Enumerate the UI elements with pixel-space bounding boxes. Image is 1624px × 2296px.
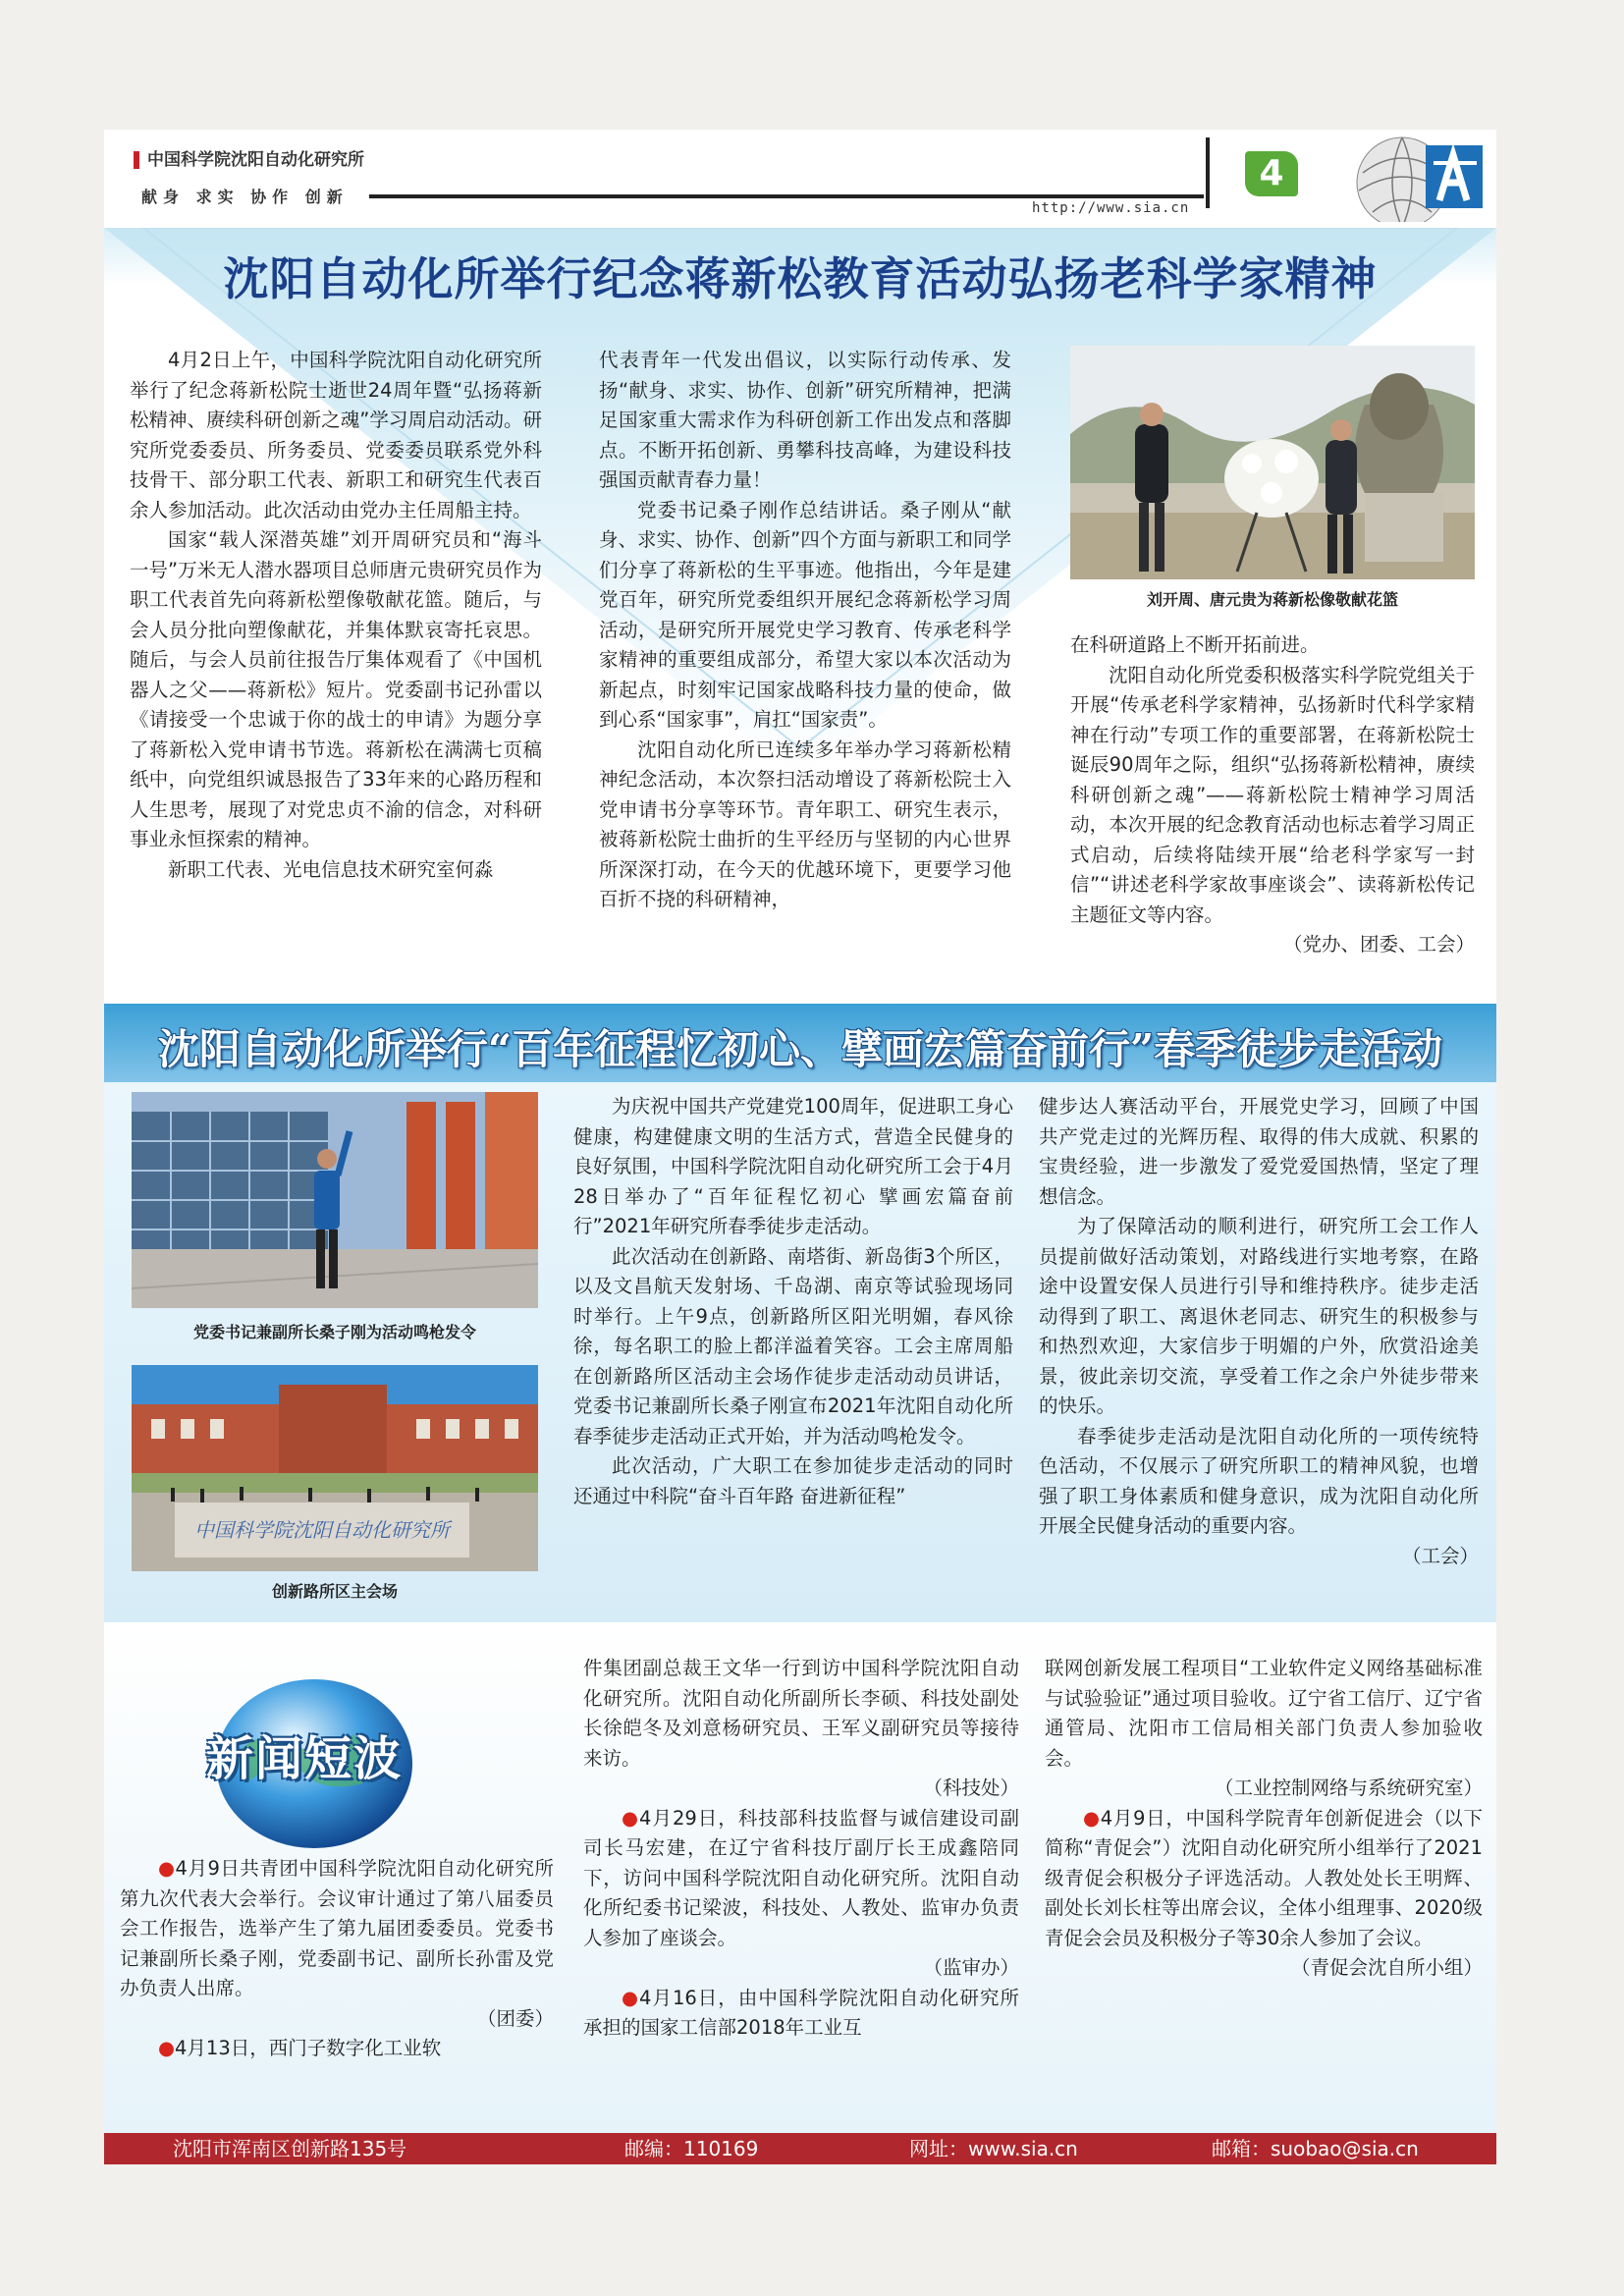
paragraph: 沈阳自动化所已连续多年举办学习蒋新松精神纪念活动，本次祭扫活动增设了蒋新松院士入党申请书分享等环节。青年职工、研究生表示，被蒋新松院士曲折的生平经历与坚韧的内心世界所深深打动，在今天的优越环境下，更要学习他百折不挠的科研精神，: [599, 738, 1011, 910]
article2-column-2: [1039, 1092, 1479, 1571]
paragraph: 沈阳自动化所党委积极落实科学院党组关于开展“传承老科学家精神，弘扬新时代科学家精神在行动”专项工作的重要部署，在蒋新松院士诞辰90周年之际，组织“弘扬蒋新松精神，赓续科研创新之魂”——蒋新松院士精神学习周活动，本次开展的纪念教育活动也标志着学习周正式启动，后续将陆续开展“给老科学家写一封信”“讲述老科学家故事座谈会”、读蒋新松传记主题征文等内容。: [1070, 663, 1475, 926]
paragraph: 此次活动，广大职工在参加徒步走活动的同时还通过中科院“奋斗百年路 奋进新征程”: [573, 1454, 1013, 1507]
header-rule: [369, 194, 1204, 198]
bullet-icon: ●: [622, 1806, 640, 1830]
news-column-1: [120, 1854, 554, 2064]
news-text: 4月9日共青团中国科学院沈阳自动化研究所第九次代表大会举行。会议审计通过了第八届委员会工作报告，选举产生了第九届团委委员。党委书记兼副所长桑子刚，党委副书记、副所长孙雷及党办负责人出席。: [120, 1857, 554, 1999]
article2-title: 沈阳自动化所举行“百年征程忆初心、擘画宏篇奋前行”春季徒步走活动: [157, 1025, 1443, 1073]
bullet-icon: ●: [1083, 1806, 1101, 1830]
paragraph: 此次活动在创新路、南塔街、新岛街3个所区，以及文昌航天发射场、千岛湖、南京等试验现场同时举行。上午9点，创新路所区阳光明媚，春风徐徐，每名职工的脸上都洋溢着笑容。工会主席周船在创新路所区活动主会场作徒步走活动动员讲话，党委书记兼副所长桑子刚宣布2021年沈阳自动化所春季徒步走活动正式开始，并为活动鸣枪发令。: [573, 1244, 1013, 1448]
starting-gun-image: [132, 1092, 538, 1308]
article1-column-3: [1070, 630, 1475, 960]
paragraph: 春季徒步走活动是沈阳自动化所的一项传统特色活动，不仅展示了研究所职工的精神风貌，也增强了职工身体素质和健身意识，成为沈阳自动化所开展全民健身活动的重要内容。: [1039, 1424, 1479, 1537]
paragraph: 国家“载人深潜英雄”刘开周研究员和“海斗一号”万米无人潜水器项目总师唐元贵研究员作为职工代表首先向蒋新松塑像敬献花篮。随后，与会人员分批向塑像献花，并集体默哀寄托哀思。随后，与会人员前往报告厅集体观看了《中国机器人之父——蒋新松》短片。党委副书记孙雷以《请接受一个忠诚于你的战士的申请》为题分享了蒋新松入党申请书节选。蒋新松在满满七页稿纸中，向党组织诚恳报告了33年来的心路历程和人生思考，展现了对党忠贞不渝的信念，对科研事业永恒探索的精神。: [130, 528, 542, 850]
paragraph: 在科研道路上不断开拓前进。: [1070, 633, 1320, 656]
article1-column-1: [130, 346, 542, 885]
flower-basket-caption: 刘开周、唐元贵为蒋新松像敬献花篮: [1146, 590, 1398, 609]
news-text: 4月13日，西门子数字化工业软: [175, 2037, 442, 2059]
paragraph: 为了保障活动的顺利进行，研究所工会工作人员提前做好活动策划，对路线进行实地考察，在路途中设置安保人员进行引导和维持秩序。徒步走活动得到了职工、离退休老同志、研究生的积极参与和热烈欢迎，大家信步于明媚的户外，欣赏沿途美景，彼此亲切交流，享受着工作之余户外徒步带来的快乐。: [1039, 1215, 1479, 1417]
article1-title: 沈阳自动化所举行纪念蒋新松教育活动弘扬老科学家精神: [223, 252, 1378, 305]
paragraph: 代表青年一代发出倡议，以实际行动传承、发扬“献身、求实、协作、创新”研究所精神，把满足国家重大需求作为科研创新工作出发点和落脚点。不断开拓创新、勇攀科技高峰，为建设科技强国贡献青春力量！: [599, 349, 1011, 491]
header-url[interactable]: http://www.sia.cn: [1032, 200, 1190, 216]
org-name: 中国科学院沈阳自动化研究所: [134, 151, 364, 169]
flower-basket-photo: [1070, 346, 1475, 579]
news-text: 件集团副总裁王文华一行到访中国科学院沈阳自动化研究所。沈阳自动化所副所长李硕、科技处副处长徐皑冬及刘意杨研究员、王军义副研究员等接待来访。: [583, 1657, 1019, 1770]
starting-gun-photo: [132, 1092, 538, 1308]
news-source: （团委）: [476, 2006, 554, 2030]
news-item: [120, 2034, 554, 2064]
news-item: [120, 1854, 554, 2004]
footer-postcode: 邮编：110169: [624, 2137, 759, 2160]
page-header: [104, 130, 1496, 228]
news-column-2: [583, 1654, 1019, 2044]
news-source: （科技处）: [923, 1777, 1019, 1799]
header-divider: [1206, 137, 1210, 208]
institute-sign-text: 中国科学院沈阳自动化研究所: [194, 1518, 450, 1542]
article2-column-1: [573, 1092, 1013, 1511]
article1-source: （党办、团委、工会）: [1282, 933, 1475, 956]
news-source: （工业控制网络与系统研究室）: [1214, 1777, 1483, 1799]
news-source: （青促会沈自所小组）: [1290, 1956, 1483, 1979]
news-text: 4月16日，由中国科学院沈阳自动化研究所承担的国家工信部2018年工业互: [583, 1986, 1019, 2039]
org-motto: 献身 求实 协作 创新: [141, 188, 349, 206]
starting-gun-caption: 党委书记兼副所长桑子刚为活动鸣枪发令: [192, 1323, 476, 1341]
news-text: 联网创新发展工程项目“工业软件定义网络基础标准与试验验证”通过项目验收。辽宁省工信厅、辽宁省通管局、沈阳市工信局相关部门负责人参加验收会。: [1045, 1657, 1483, 1770]
paragraph: 为庆祝中国共产党建党100周年，促进职工身心健康，构建健康文明的生活方式，营造全民健身的良好氛围，中国科学院沈阳自动化研究所工会于4月28日举办了“百年征程忆初心 擘画宏篇奋前行”2021年研究所春季徒步走活动。: [573, 1095, 1013, 1237]
main-venue-photo: [132, 1365, 538, 1571]
news-item: [583, 1804, 1019, 1954]
page-number-badge: 4: [1245, 151, 1298, 196]
footer-website[interactable]: 网址：www.sia.cn: [909, 2137, 1078, 2160]
news-text: 4月29日，科技部科技监督与诚信建设司副司长马宏建，在辽宁省科技厅副厅长王成鑫陪同下，访问中国科学院沈阳自动化研究所。沈阳自动化所纪委书记梁波，科技处、人教处、监审办负责人参加了座谈会。: [583, 1806, 1019, 1949]
sia-logo-icon: [1343, 134, 1490, 222]
page-footer: [104, 2133, 1496, 2164]
main-venue-caption: 创新路所区主会场: [271, 1582, 398, 1601]
paragraph: 党委书记桑子刚作总结讲话。桑子刚从“献身、求实、协作、创新”四个方面与新职工和同学们分享了蒋新松的生平事迹。他指出，今年是建党百年，研究所党委组织开展纪念蒋新松学习周活动，是研究所开展党史学习教育、传承老科学家精神的重要组成部分，希望大家以本次活动为新起点，时刻牢记国家战略科技力量的使命，做到心系“国家事”，肩扛“国家责”。: [599, 498, 1011, 731]
news-item: [583, 1984, 1019, 2044]
paragraph: 健步达人赛活动平台，开展党史学习，回顾了中国共产党走过的光辉历程、取得的伟大成就、积累的宝贵经验，进一步激发了爱党爱国热情，坚定了理想信念。: [1039, 1095, 1479, 1208]
news-source: （监审办）: [923, 1956, 1019, 1979]
news-column-3: [1045, 1654, 1483, 1984]
footer-address: 沈阳市浑南区创新路135号: [173, 2137, 407, 2160]
article1-column-2: [599, 346, 1011, 915]
paragraph: 新职工代表、光电信息技术研究室何淼: [168, 857, 494, 881]
bullet-icon: ●: [158, 1857, 176, 1880]
paragraph: 4月2日上午，中国科学院沈阳自动化研究所举行了纪念蒋新松院士逝世24周年暨“弘扬蒋新松精神、赓续科研创新之魂”学习周启动活动。研究所党委委员、所务委员、党委委员联系党外科技骨干、部分职工代表、新职工和研究生代表百余人参加活动。此次活动由党办主任周船主持。: [130, 349, 542, 521]
article2-source: （工会）: [1401, 1544, 1479, 1567]
news-text: 4月9日，中国科学院青年创新促进会（以下简称“青促会”）沈阳自动化研究所小组举行了2021级青促会积极分子评选活动。人教处处长王明辉、副处长刘长柱等出席会议，全体小组理事、2020级青促会会员及积极分子等30余人参加了会议。: [1045, 1806, 1483, 1949]
news-item: [1045, 1804, 1483, 1954]
news-shorts-title: 新闻短波: [206, 1731, 404, 1786]
bullet-icon: ●: [622, 1986, 640, 2009]
flower-basket-image: [1070, 346, 1475, 579]
footer-email[interactable]: 邮箱：suobao@sia.cn: [1212, 2137, 1419, 2160]
bullet-icon: ●: [158, 2037, 176, 2059]
